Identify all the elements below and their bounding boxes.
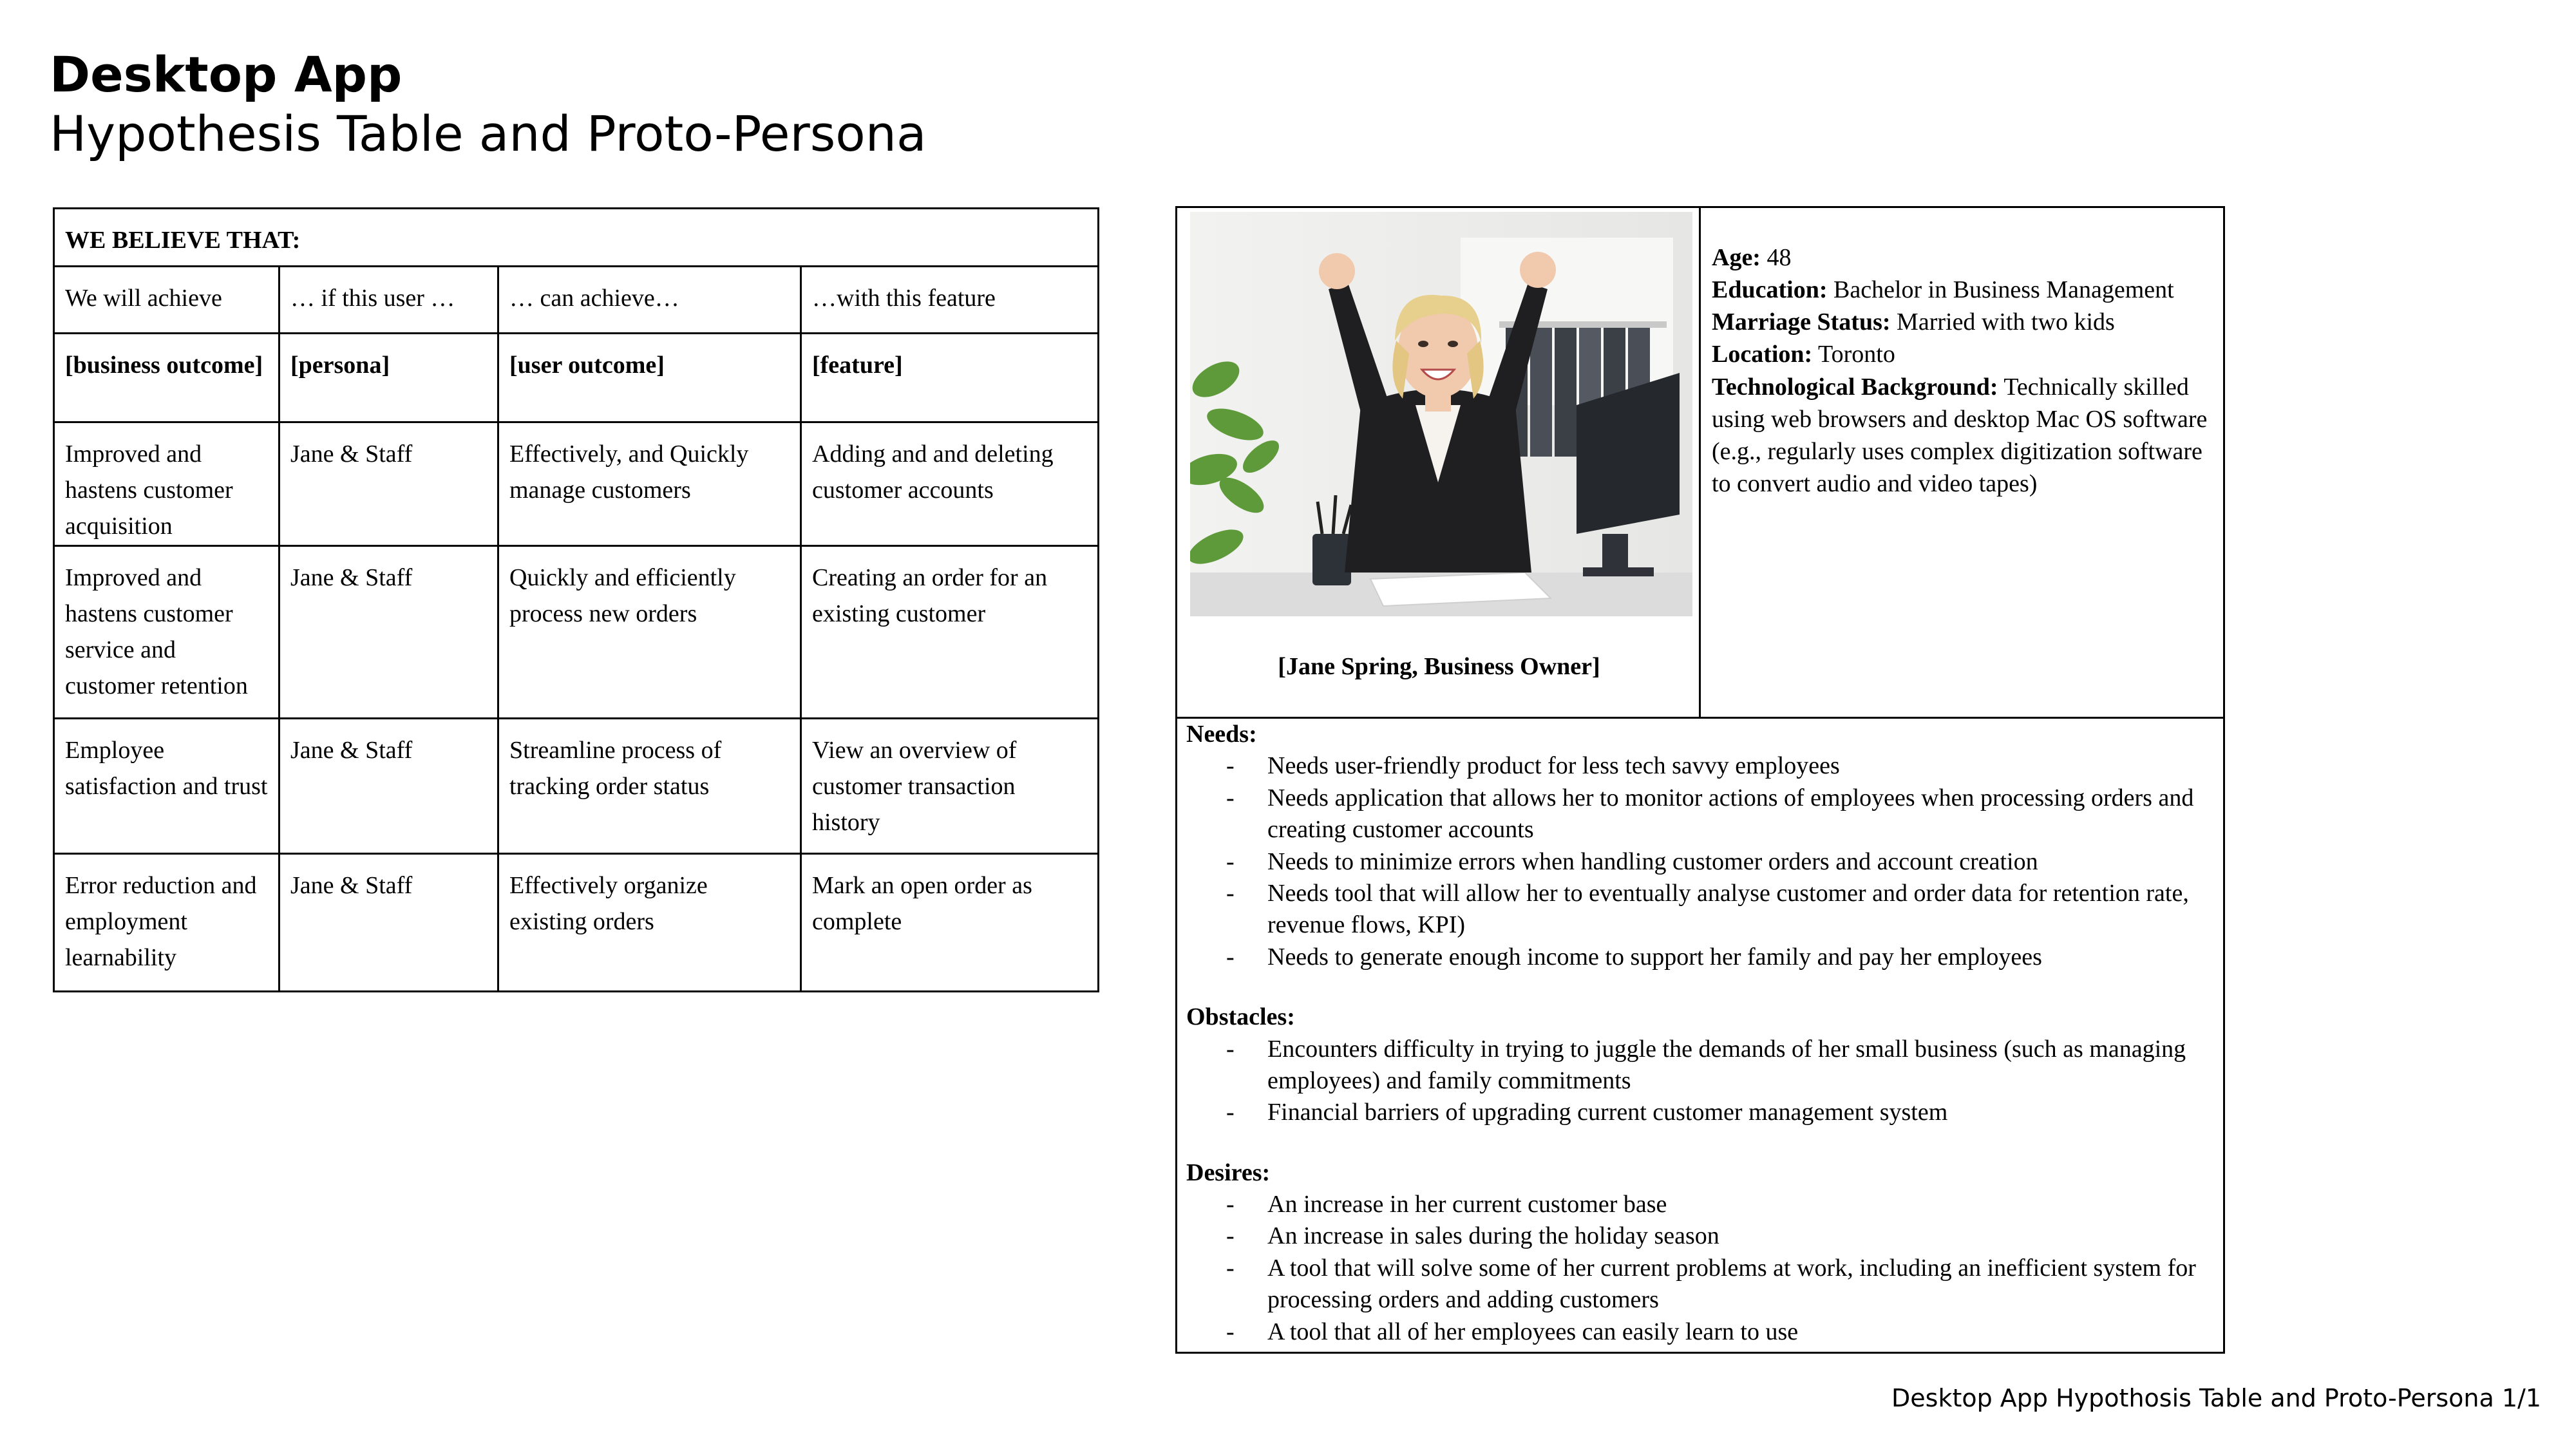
table-cell: Error reduction and employment learnability [54, 853, 279, 991]
detail-label: Education: [1712, 276, 1828, 304]
persona-details [1712, 242, 2214, 500]
column-header: We will achieve [54, 267, 279, 334]
proto-persona [1175, 206, 2225, 1354]
list-item: - Needs tool that will allow her to eventually analyse customer and order data for retention rate, revenue flows, KPI) [1186, 878, 2210, 942]
table-cell: View an overview of customer transaction history [801, 718, 1099, 853]
list-item: - A tool that will solve some of her current problems at work, including an inefficient system for processing orders and adding customers [1186, 1253, 2210, 1316]
detail-label: Technological Background: [1712, 373, 1998, 401]
list-item: - Needs application that allows her to monitor actions of employees when processing orders and creating customer accounts [1186, 782, 2210, 846]
desires-title: Desires: [1186, 1159, 1271, 1186]
list-item: - Needs to generate enough income to support her family and pay her employees [1186, 942, 2210, 973]
divider [1699, 208, 1701, 717]
detail-value: 48 [1766, 244, 1792, 271]
table-cell: Employee satisfaction and trust [54, 718, 279, 853]
column-header: … can achieve… [498, 267, 801, 334]
table-cell: Adding and and deleting customer accounts [801, 422, 1099, 546]
table-cell: Creating an order for an existing customer [801, 545, 1099, 718]
needs-list [1186, 750, 2210, 973]
placeholder-cell: [feature] [801, 334, 1099, 422]
desires-list [1186, 1189, 2210, 1348]
persona-profile [1177, 208, 2223, 719]
hypothesis-table [53, 207, 1099, 992]
column-header: …with this feature [801, 267, 1099, 334]
persona-photo-illustration [1190, 212, 1692, 616]
table-cell: Streamline process of tracking order status [498, 718, 801, 853]
list-item: - An increase in sales during the holiday season [1186, 1220, 2210, 1252]
placeholder-cell: [persona] [279, 334, 498, 422]
table-cell: Effectively organize existing orders [498, 853, 801, 991]
list-item: - An increase in her current customer base [1186, 1189, 2210, 1220]
detail-tech-background [1712, 371, 2214, 500]
column-header: … if this user … [279, 267, 498, 334]
table-row [54, 853, 1099, 991]
persona-photo [1190, 212, 1692, 616]
needs-title: Needs: [1186, 721, 1257, 748]
persona-caption: [Jane Spring, Business Owner] [1278, 653, 1600, 680]
detail-value: Married with two kids [1897, 308, 2115, 336]
list-item: - Financial barriers of upgrading current customer management system [1186, 1097, 2210, 1128]
detail-education [1712, 274, 2214, 306]
list-item: - A tool that all of her employees can easily learn to use [1186, 1316, 2210, 1348]
table-cell: Effectively, and Quickly manage customers [498, 422, 801, 546]
placeholder-cell: [user outcome] [498, 334, 801, 422]
detail-label: Location: [1712, 341, 1813, 368]
detail-marriage-status [1712, 306, 2214, 338]
table-row [54, 718, 1099, 853]
table-cell: Jane & Staff [279, 545, 498, 718]
page-title: Desktop App [50, 46, 402, 103]
detail-age [1712, 242, 2214, 274]
obstacles-list [1186, 1034, 2210, 1129]
list-item: - Encounters difficulty in trying to juggle the demands of her small business (such as managing employees) and family commitments [1186, 1034, 2210, 1097]
table-row [54, 422, 1099, 546]
persona-sections [1186, 719, 2210, 1348]
table-cell: Quickly and efficiently process new orders [498, 545, 801, 718]
table-cell: Jane & Staff [279, 853, 498, 991]
obstacles-title: Obstacles: [1186, 1003, 1295, 1031]
list-item: - Needs user-friendly product for less tech savvy employees [1186, 750, 2210, 782]
table-heading-row [54, 209, 1099, 267]
table-row [54, 545, 1099, 718]
detail-value: Toronto [1818, 341, 1895, 368]
table-cell: Improved and hastens customer service and customer retention [54, 545, 279, 718]
table-placeholder-row [54, 334, 1099, 422]
detail-value: Bachelor in Business Management [1833, 276, 2174, 304]
detail-location [1712, 338, 2214, 370]
list-item: - Needs to minimize errors when handling customer orders and account creation [1186, 846, 2210, 878]
table-header-row [54, 267, 1099, 334]
table-cell: Jane & Staff [279, 718, 498, 853]
table-cell: Jane & Staff [279, 422, 498, 546]
placeholder-cell: [business outcome] [54, 334, 279, 422]
table-cell: Improved and hastens customer acquisition [54, 422, 279, 546]
detail-label: Age: [1712, 244, 1761, 271]
detail-label: Marriage Status: [1712, 308, 1891, 336]
detail-value: Technically skilled using web browsers and desktop Mac OS software (e.g., regularly uses complex digitization software to convert audio and video tapes) [1712, 373, 2208, 498]
page-subtitle: Hypothesis Table and Proto-Persona [50, 105, 927, 162]
table-cell: Mark an open order as complete [801, 853, 1099, 991]
footer-page-label: Desktop App Hypothosis Table and Proto-Persona 1/1 [1891, 1384, 2541, 1412]
table-heading: WE BELIEVE THAT: [54, 209, 1099, 267]
